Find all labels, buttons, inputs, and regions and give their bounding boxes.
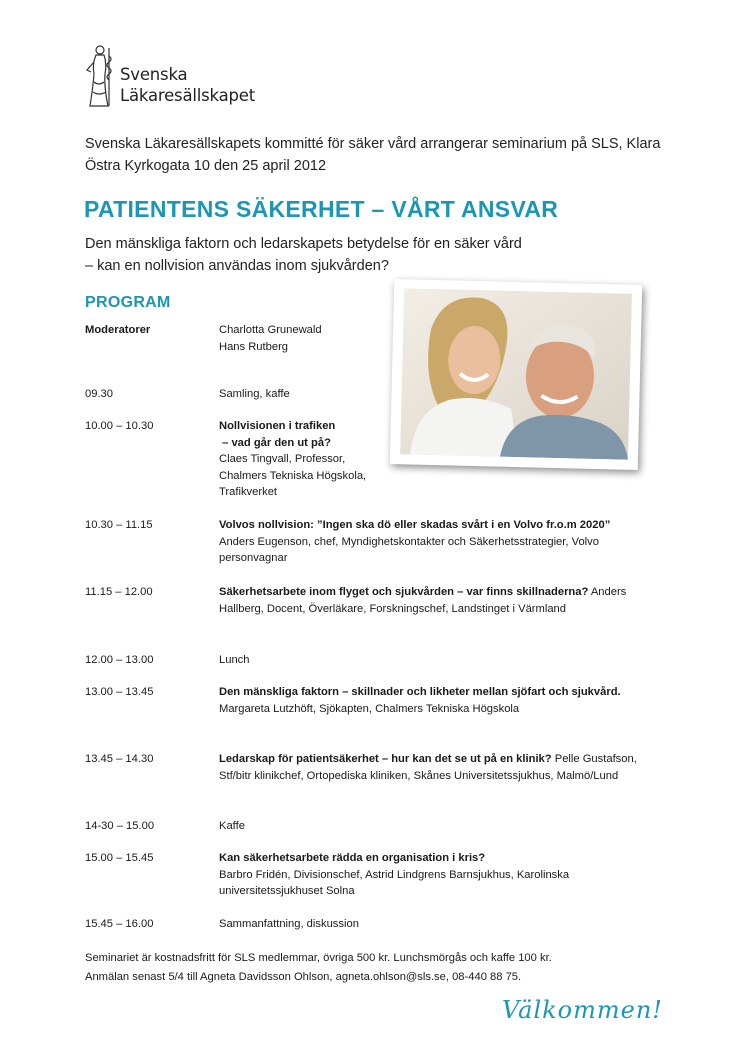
speaker-text: Trafikverket	[219, 486, 278, 498]
speaker-text: Pelle Gustafson, Stf/bitr klinikchef, Ortopediska kliniken, Skånes Universitetssjukhus, Malmö/Lund	[219, 753, 637, 782]
logo-line-2: Läkaresällskapet	[120, 86, 255, 105]
footer-line-2: Anmälan senast 5/4 till Agneta Davidsson Ohlson, agneta.ohlson@sls.se, 08-440 88 75.	[85, 971, 522, 983]
schedule-time: 15.00 – 15.45	[85, 852, 154, 864]
welcome-signature: Välkommen!	[502, 996, 663, 1024]
moderators-names	[219, 322, 645, 355]
schedule-time: 12.00 – 13.00	[85, 654, 154, 666]
schedule-text: Lunch	[219, 654, 250, 666]
logo-line-1: Svenska	[120, 65, 188, 84]
session-title: – vad går den ut på?	[219, 436, 331, 449]
speaker-text: Barbro Fridén, Divisionschef, Astrid Lindgrens Barnsjukhus, Karolinska universitetssjukhuset Solna	[219, 868, 570, 897]
moderators-label: Moderatorer	[85, 324, 151, 336]
session-title: Nollvisionen i trafiken	[219, 420, 336, 432]
schedule-time: 09.30	[85, 388, 113, 400]
session-title: Den mänskliga faktorn – skillnader och likheter mellan sjöfart och sjukvård.	[219, 686, 621, 698]
speaker-text: Claes Tingvall, Professor,	[219, 453, 346, 465]
schedule-text: Kaffe	[219, 820, 245, 832]
session-title: Ledarskap för patientsäkerhet – hur kan det se ut på en klinik?	[219, 753, 552, 765]
speaker-text: Chalmers Tekniska Högskola,	[219, 469, 367, 482]
schedule-time: 13.45 – 14.30	[85, 753, 154, 765]
moderator-name: Charlotta Grunewald	[219, 324, 322, 336]
schedule-time: 15.45 – 16.00	[85, 918, 154, 930]
subtitle-line-2: – kan en nollvision användas inom sjukvården?	[85, 258, 389, 274]
logo-wordmark	[120, 64, 255, 106]
schedule-time: 10.00 – 10.30	[85, 420, 154, 432]
schedule-time: 11.15 – 12.00	[85, 586, 153, 598]
moderator-name: Hans Rutberg	[219, 340, 289, 353]
page-title: PATIENTENS SÄKERHET – VÅRT ANSVAR	[84, 196, 559, 222]
schedule-time: 10.30 – 11.15	[85, 519, 153, 531]
logo-aesculapius-figure	[82, 42, 116, 110]
schedule-body	[219, 418, 645, 501]
program-heading: PROGRAM	[85, 294, 171, 311]
footer-line-1: Seminariet är kostnadsfritt för SLS medlemmar, övriga 500 kr. Lunchsmörgås och kaffe 100 kr.	[85, 952, 552, 964]
schedule-body	[219, 684, 645, 717]
schedule-body	[219, 850, 645, 900]
schedule-body	[219, 584, 645, 617]
subtitle	[85, 233, 605, 277]
footer-info	[85, 949, 685, 987]
schedule-body	[219, 751, 645, 784]
intro-text: Svenska Läkaresällskapets kommitté för säker vård arrangerar seminarium på SLS, Klara Östra Kyrkogata 10 den 25 april 2012	[85, 136, 661, 174]
speaker-text: Anders Eugenson, chef, Myndighetskontakter och Säkerhetsstrategier, Volvo personvagnar	[219, 535, 599, 564]
speaker-text: Anders Hallberg, Docent, Överläkare, Forskningschef, Landstinget i Värmland	[219, 586, 627, 615]
session-title: Säkerhetsarbete inom flyget och sjukvården – var finns skillnaderna?	[219, 586, 589, 598]
session-title: Kan säkerhetsarbete rädda en organisation i kris?	[219, 852, 486, 864]
session-title: Volvos nollvision: ”Ingen ska dö eller skadas svårt i en Volvo fr.o.m 2020”	[219, 519, 611, 531]
schedule-text: Sammanfattning, diskussion	[219, 918, 359, 930]
schedule-time: 14-30 – 15.00	[85, 820, 155, 832]
schedule-text: Samling, kaffe	[219, 388, 290, 400]
speaker-text: Margareta Lutzhöft, Sjökapten, Chalmers Tekniska Högskola	[219, 702, 520, 715]
subtitle-line-1: Den mänskliga faktorn och ledarskapets betydelse för en säker vård	[85, 236, 522, 252]
schedule-time: 13.00 – 13.45	[85, 686, 154, 698]
schedule-body	[219, 517, 645, 567]
